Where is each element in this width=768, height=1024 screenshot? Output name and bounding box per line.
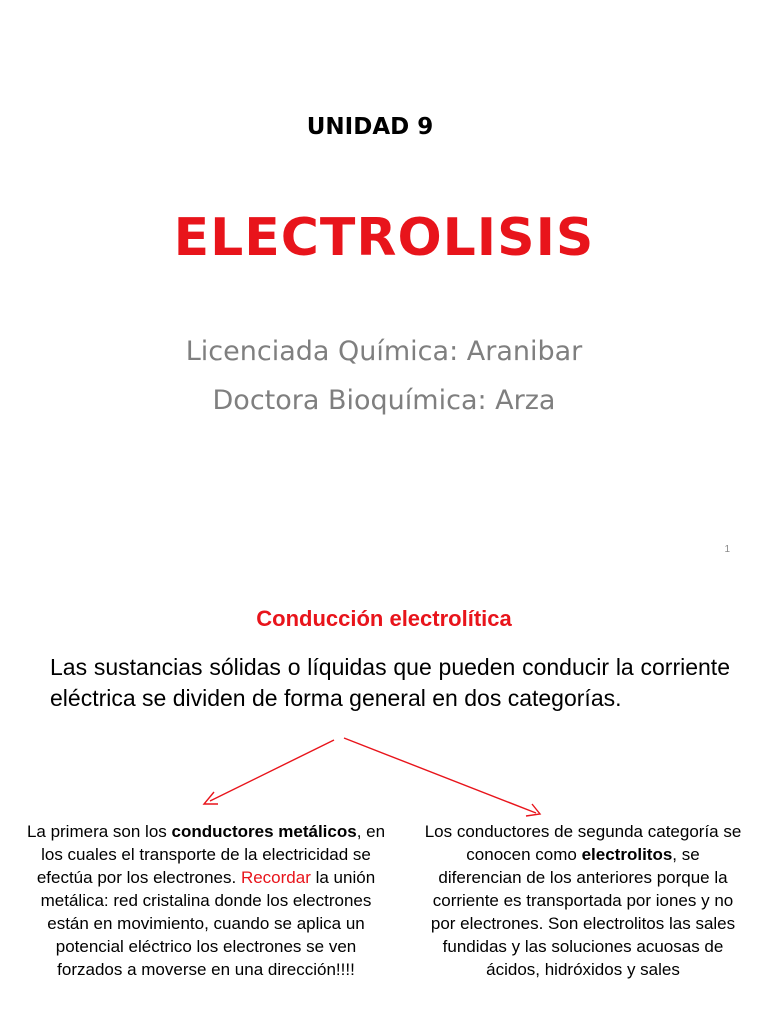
right-bold-term: electrolitos xyxy=(581,845,673,864)
content-slide xyxy=(0,576,768,1024)
right-text-1: Los conductores de segunda categoría se conocen como xyxy=(424,822,742,864)
left-bold-term: conductores metálicos xyxy=(171,822,357,841)
intro-paragraph: Las sustancias sólidas o líquidas que pueden conducir la corriente eléctrica se dividen de forma general en dos categorías. xyxy=(50,654,730,711)
left-text-2: , en los cuales el transporte de la electricidad se efectúa por los electrones. xyxy=(36,822,386,887)
metallic-conductors-text xyxy=(26,820,386,981)
page-number: 1 xyxy=(724,544,730,555)
unit-label: UNIDAD 9 xyxy=(306,114,434,140)
electrolytes-text xyxy=(424,820,742,981)
left-text-1: La primera son los xyxy=(26,822,172,841)
author-line-2: Doctora Bioquímica: Arza xyxy=(212,385,556,416)
author-line-1: Licenciada Química: Aranibar xyxy=(185,336,583,367)
arrow-left-line xyxy=(210,740,334,801)
arrow-right-line xyxy=(344,738,536,813)
left-red-word: Recordar xyxy=(240,868,311,887)
left-text-3: la unión metálica: red cristalina donde los electrones están en movimiento, cuando se aplica un potencial eléctrico los electrones se ven forzados a moverse en una dirección!!!! xyxy=(40,868,376,979)
right-text-2: , se diferencian de los anteriores porque la corriente es transportada por iones y no por electrones. Son electrolitos las sales fundidas y las soluciones acuosas de ácidos, hidróxidos y sales xyxy=(430,845,736,979)
section-heading: Conducción electrolítica xyxy=(256,606,512,631)
slide-title: ELECTROLISIS xyxy=(173,208,595,268)
